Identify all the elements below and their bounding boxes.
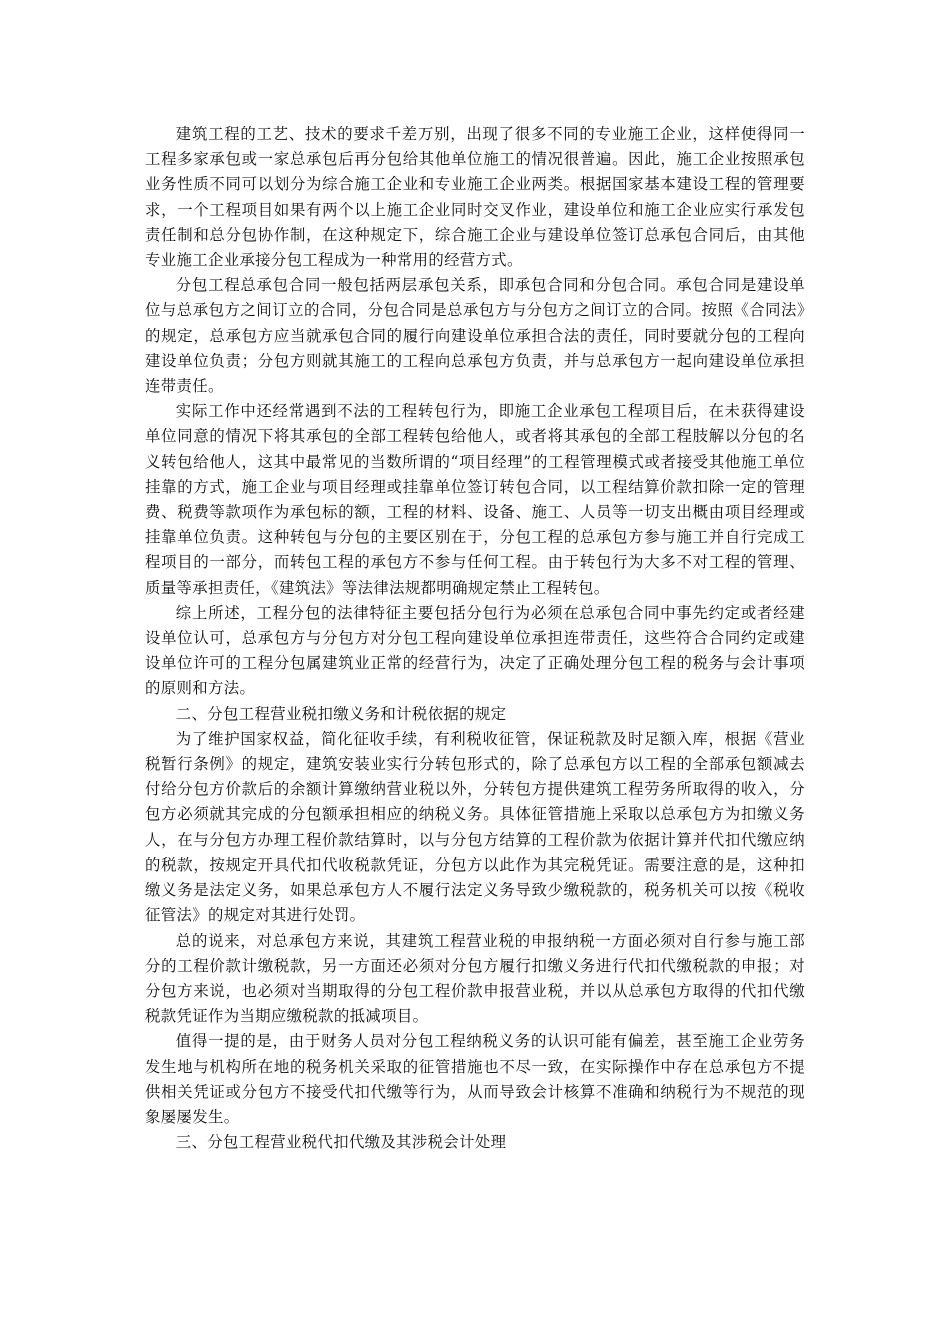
paragraph-overall: 总的说来，对总承包方来说，其建筑工程营业税的申报纳税一方面必须对自行参与施工部分的工程价款计缴税款，另一方面还必须对分包方履行扣缴义务进行代扣代缴税款的申报；对分包方来说，也必须对当期取得的分包工程价款申报营业税，并以从总承包方取得的代扣代缴税款凭证作为当期应缴税款的抵减项目。 — [145, 931, 805, 1026]
section-heading-3: 三、分包工程营业税代扣代缴及其涉税会计处理 — [175, 1133, 507, 1152]
document-body — [145, 122, 805, 1155]
paragraph-contract-relations: 分包工程总承包合同一般包括两层承包关系，即承包合同和分包合同。承包合同是建设单位与总承包方之间订立的合同，分包合同是总承包方与分包方之间订立的合同。按照《合同法》的规定，总承包方应当就承包合同的履行向建设单位承担合法的责任，同时要就分包的工程向建设单位负责；分包方则就其施工的工程向总承包方负责，并与总承包方一起向建设单位承担连带责任。 — [145, 276, 805, 396]
paragraph-tax-withholding: 为了维护国家权益，简化征收手续，有利税收征管，保证税款及时足额入库，根据《营业税暂行条例》的规定，建筑安装业实行分转包形式的，除了总承包方以工程的全部承包额减去付给分包方价款后的余额计算缴纳营业税以外，分转包方提供建筑工程劳务所取得的收入，分包方必须就其完成的分包额承担相应的纳税义务。具体征管措施上采取以总承包方为扣缴义务人，在与分包方办理工程价款结算时，以与分包方结算的工程价款为依据计算并代扣代缴应纳的税款，按规定开具代扣代收税款凭证，分包方以此作为其完税凭证。需要注意的是，这种扣缴义务是法定义务，如果总承包方人不履行法定义务导致少缴税款的，税务机关可以按《税收征管法》的规定对其进行处罚。 — [145, 729, 805, 925]
paragraph-worth-mentioning: 值得一提的是，由于财务人员对分包工程纳税义务的认识可能有偏差，甚至施工企业劳务发生地与机构所在地的税务机关采取的征管措施也不尽一致，在实际操作中存在总承包方不提供相关凭证或分包方不接受代扣代缴等行为，从而导致会计核算不准确和纳税行为不规范的现象屡屡发生。 — [145, 1032, 805, 1126]
paragraph-illegal-subcontracting: 实际工作中还经常遇到不法的工程转包行为，即施工企业承包工程项目后，在未获得建设单位同意的情况下将其承包的全部工程转包给他人，或者将其承包的全部工程肢解以分包的名义转包给他人，这其中最常见的当数所谓的“项目经理”的工程管理模式或者接受其他施工单位挂靠的方式，施工企业与项目经理或挂靠单位签订转包合同，以工程结算价款扣除一定的管理费、税费等款项作为承包标的额，工程的材料、设备、施工、人员等一切支出概由项目经理或挂靠单位负责。这种转包与分包的主要区别在于，分包工程的总承包方参与施工并自行完成工程项目的一部分，而转包工程的承包方不参与任何工程。由于转包行为大多不对工程的管理、质量等承担责任，《建筑法》等法律法规都明确规定禁止工程转包。 — [145, 402, 805, 597]
paragraph-summary: 综上所述，工程分包的法律特征主要包括分包行为必须在总承包合同中事先约定或者经建设单位认可，总承包方与分包方对分包工程向建设单位承担连带责任，这些符合合同约定或建设单位许可的工程分包属建筑业正常的经营行为，决定了正确处理分包工程的税务与会计事项的原则和方法。 — [145, 603, 805, 698]
section-heading-2: 二、分包工程营业税扣缴义务和计税依据的规定 — [175, 704, 507, 723]
paragraph-intro: 建筑工程的工艺、技术的要求千差万别，出现了很多不同的专业施工企业，这样使得同一工程多家承包或一家总承包后再分包给其他单位施工的情况很普遍。因此，施工企业按照承包业务性质不同可以划分为综合施工企业和专业施工企业两类。根据国家基本建设工程的管理要求，一个工程项目如果有两个以上施工企业同时交叉作业，建设单位和施工企业应实行承发包责任制和总分包协作制，在这种规定下，综合施工企业与建设单位签订总承包合同后，由其他专业施工企业承接分包工程成为一种常用的经营方式。 — [145, 125, 805, 270]
